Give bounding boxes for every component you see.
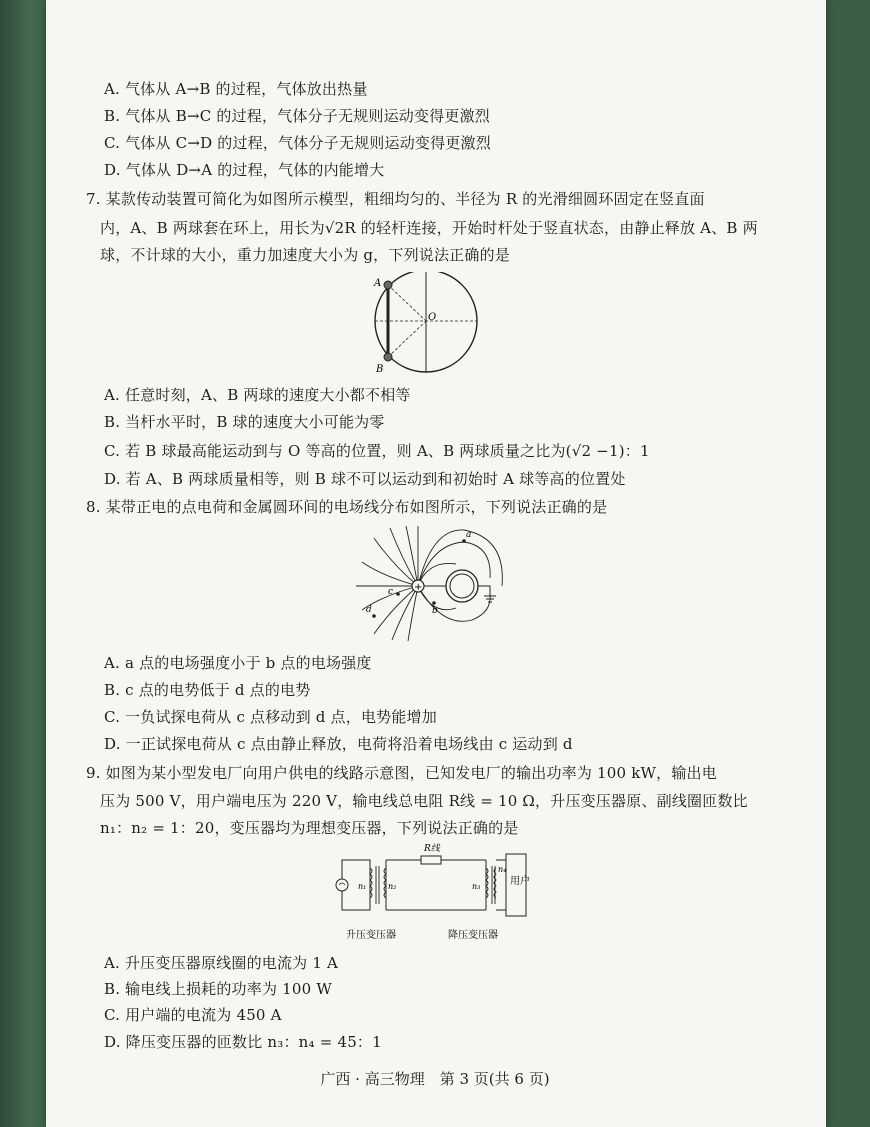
- q9-stem-line-3: n₁：n₂ = 1：20，变压器均为理想变压器，下列说法正确的是: [100, 819, 519, 837]
- q7-option-a: A. 任意时刻，A、B 两球的速度大小都不相等: [104, 386, 411, 404]
- q6-option-d: D. 气体从 D→A 的过程，气体的内能增大: [104, 161, 385, 179]
- user-label: 用户: [510, 876, 530, 887]
- q7-option-d: D. 若 A、B 两球质量相等，则 B 球不可以运动到和初始时 A 球等高的位置处: [104, 470, 626, 488]
- circuit-wires: [342, 860, 506, 910]
- q9-circuit-figure: [326, 840, 536, 944]
- field-lines: [356, 526, 502, 641]
- generator-icon: [336, 879, 348, 891]
- point-d: [372, 614, 376, 618]
- step-up-label: 升压变压器: [346, 930, 396, 941]
- label-b: b: [432, 606, 438, 616]
- q8-stem-line-1: 8. 某带正电的点电荷和金属圆环间的电场线分布如图所示，下列说法正确的是: [86, 498, 608, 516]
- label-c: c: [388, 587, 394, 597]
- q8-option-c: C. 一负试探电荷从 c 点移动到 d 点，电势能增加: [104, 708, 437, 726]
- line-resistor: [421, 856, 441, 864]
- q7-option-c: C. 若 B 球最高能运动到与 O 等高的位置，则 A、B 两球质量之比为(√2 −1)：1: [104, 442, 650, 460]
- radius-oa: [388, 285, 426, 321]
- q7-stem-line-2: 内，A、B 两球套在环上，用长为√2R 的轻杆连接，开始时杆处于竖直状态，由静止释放 A、B 两: [100, 219, 758, 237]
- ground-wire: [478, 586, 490, 596]
- label-o: O: [428, 312, 437, 323]
- label-d: d: [366, 605, 372, 615]
- q9-stem-line-1: 9. 如图为某小型发电厂向用户供电的线路示意图，已知发电厂的输出功率为 100 kW，输出电: [86, 764, 717, 782]
- ball-a: [384, 281, 392, 289]
- q8-option-a: A. a 点的电场强度小于 b 点的电场强度: [104, 654, 372, 672]
- point-c: [396, 592, 400, 596]
- metal-ring-outer: [446, 570, 478, 602]
- q7-option-b: B. 当杆水平时，B 球的速度大小可能为零: [104, 413, 385, 431]
- q7-stem-line-1: 7. 某款传动装置可简化为如图所示模型，粗细均匀的、半径为 R 的光滑细圆环固定在竖直面: [86, 190, 705, 208]
- q6-option-a: A. 气体从 A→B 的过程，气体放出热量: [104, 80, 368, 98]
- q7-ring-figure: [360, 272, 480, 380]
- q9-option-a: A. 升压变压器原线圈的电流为 1 A: [104, 954, 339, 972]
- step-up-coils: [370, 866, 386, 904]
- q8-field-line-figure: [352, 524, 512, 642]
- label-r: R线: [424, 844, 440, 854]
- q9-option-b: B. 输电线上损耗的功率为 100 W: [104, 980, 332, 998]
- q9-option-c: C. 用户端的电流为 450 A: [104, 1006, 282, 1024]
- step-down-label: 降压变压器: [448, 930, 498, 941]
- q8-option-d: D. 一正试探电荷从 c 点由静止释放，电荷将沿着电场线由 c 运动到 d: [104, 735, 573, 753]
- point-b: [432, 601, 436, 605]
- q6-option-c: C. 气体从 C→D 的过程，气体分子无规则运动变得更激烈: [104, 134, 491, 152]
- page-footer: 广西 · 高三物理 第 3 页(共 6 页): [320, 1070, 550, 1088]
- radius-ob: [388, 321, 426, 357]
- plus-sign: +: [414, 582, 423, 593]
- q9-stem-line-2: 压为 500 V，用户端电压为 220 V，输电线总电阻 R线 = 10 Ω，升压变压器原、副线圈匝数比: [100, 792, 748, 810]
- step-down-coils: [486, 866, 496, 904]
- q7-stem-line-3: 球，不计球的大小，重力加速度大小为 g，下列说法正确的是: [100, 246, 510, 264]
- label-b: B: [376, 364, 384, 375]
- label-n2: n₂: [388, 882, 397, 891]
- label-a: A: [374, 278, 382, 289]
- ball-b: [384, 353, 392, 361]
- label-n4: n₄: [498, 865, 507, 874]
- q8-option-b: B. c 点的电势低于 d 点的电势: [104, 681, 311, 699]
- q6-option-b: B. 气体从 B→C 的过程，气体分子无规则运动变得更激烈: [104, 107, 490, 125]
- label-a: a: [466, 530, 472, 540]
- q9-option-d: D. 降压变压器的匝数比 n₃：n₄ = 45：1: [104, 1033, 382, 1051]
- label-n3: n₃: [472, 882, 481, 891]
- label-n1: n₁: [358, 882, 367, 891]
